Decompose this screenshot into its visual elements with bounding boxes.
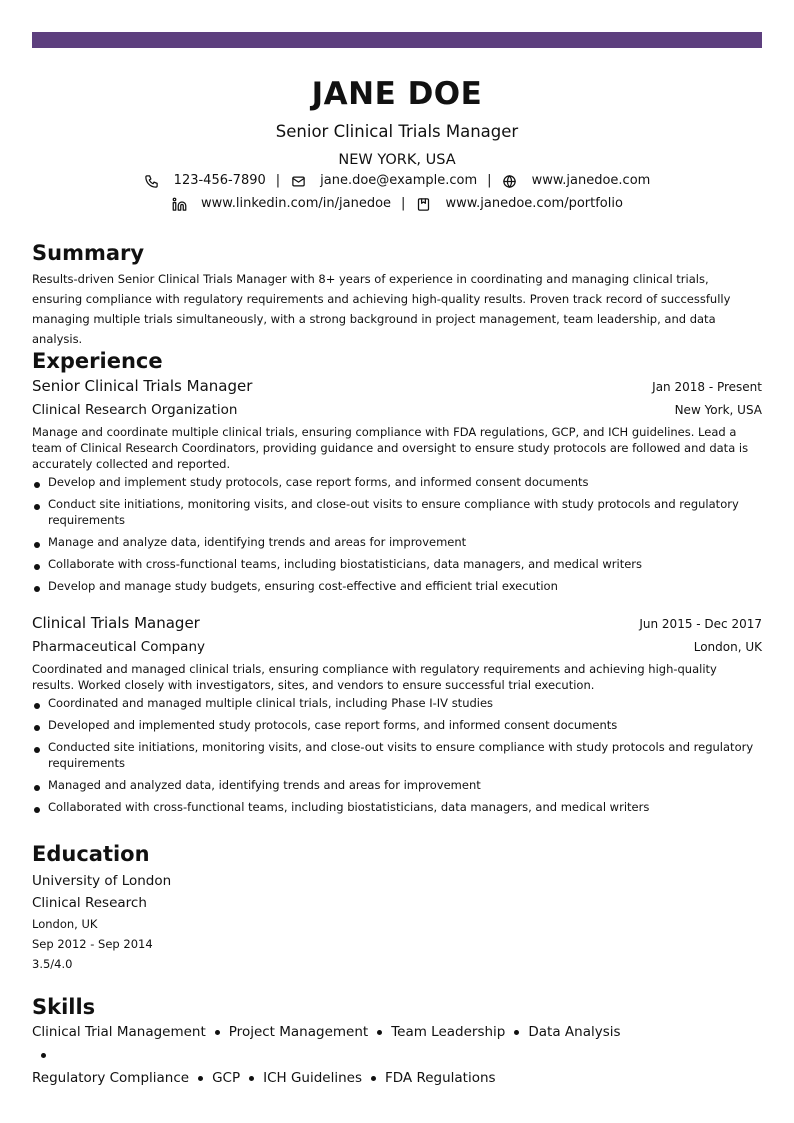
phone-icon xyxy=(144,173,160,189)
candidate-name: JANE DOE xyxy=(311,76,483,112)
contact-row-2 xyxy=(32,193,762,215)
list-item: Develop and implement study protocols, case report forms, and informed consent documents xyxy=(32,474,762,490)
job-dates: Jun 2015 - Dec 2017 xyxy=(639,617,762,631)
candidate-title: Senior Clinical Trials Manager xyxy=(275,122,519,141)
list-item: Collaborated with cross-functional teams, including biostatisticians, data managers, and medical writers xyxy=(32,799,762,815)
list-item: Develop and manage study budgets, ensuring cost-effective and efficient trial execution xyxy=(32,578,762,594)
website-link[interactable]: www.janedoe.com xyxy=(531,173,651,188)
list-item: Collaborate with cross-functional teams, including biostatisticians, data managers, and medical writers xyxy=(32,556,762,572)
job-location: London, UK xyxy=(693,640,762,654)
job-bullets xyxy=(32,474,762,594)
education-heading: Education xyxy=(32,842,150,866)
bullet-separator xyxy=(215,1030,220,1035)
education-entry xyxy=(32,870,762,974)
contact-separator: | xyxy=(487,173,492,188)
job-location: New York, USA xyxy=(674,403,762,417)
experience-heading: Experience xyxy=(32,349,163,373)
phone-number[interactable]: 123-456-7890 xyxy=(173,173,266,188)
bullet-separator xyxy=(41,1053,46,1058)
linkedin-icon xyxy=(171,196,187,212)
accent-bar xyxy=(32,32,762,48)
skills-heading: Skills xyxy=(32,995,96,1019)
list-item: Conducted site initiations, monitoring visits, and close-out visits to ensure compliance with study protocols and regulatory requirements xyxy=(32,739,762,771)
contact-separator: | xyxy=(401,196,406,211)
education-dates: Sep 2012 - Sep 2014 xyxy=(32,937,153,951)
summary-text: Results-driven Senior Clinical Trials Manager with 8+ years of experience in coordinating and managing clinical trials, ensuring compliance with regulatory requirements and achieving high-quality results. Proven track record of successfully managing multiple trials simultaneously, with a strong background in project management, team leadership, and data analysis. xyxy=(32,272,731,346)
globe-icon xyxy=(502,173,518,189)
skill-item: Regulatory Compliance xyxy=(32,1070,190,1086)
list-item: Managed and analyzed data, identifying trends and areas for improvement xyxy=(32,777,762,793)
education-field: Clinical Research xyxy=(32,895,147,911)
portfolio-link[interactable]: www.janedoe.com/portfolio xyxy=(445,196,623,211)
summary-heading: Summary xyxy=(32,241,145,265)
bullet-separator xyxy=(371,1076,376,1081)
job-entry xyxy=(32,374,762,600)
job-dates: Jan 2018 - Present xyxy=(652,380,762,394)
education-location: London, UK xyxy=(32,917,98,931)
job-company: Pharmaceutical Company xyxy=(32,639,205,655)
job-entry xyxy=(32,611,762,821)
bullet-separator xyxy=(514,1030,519,1035)
list-item: Manage and analyze data, identifying trends and areas for improvement xyxy=(32,534,762,550)
job-company: Clinical Research Organization xyxy=(32,402,238,418)
skill-item: Data Analysis xyxy=(528,1024,621,1040)
job-bullets xyxy=(32,695,762,815)
email-link[interactable]: jane.doe@example.com xyxy=(320,173,478,188)
education-school: University of London xyxy=(32,873,172,889)
contact-separator: | xyxy=(275,173,281,188)
bullet-separator xyxy=(377,1030,382,1035)
resume-header xyxy=(32,76,762,215)
bullet-separator xyxy=(249,1076,254,1081)
skill-item: Clinical Trial Management xyxy=(32,1024,206,1040)
job-title: Clinical Trials Manager xyxy=(32,614,200,632)
skill-item: ICH Guidelines xyxy=(263,1070,362,1086)
candidate-location: NEW YORK, USA xyxy=(338,152,456,168)
job-description: Manage and coordinate multiple clinical trials, ensuring compliance with FDA regulations, GCP, and ICH guidelines. Lead a team of Clinical Research Coordinators, providing guidance and oversight to ensure study protocols are followed and data is accurately collected and reported. xyxy=(32,425,749,471)
education-gpa: 3.5/4.0 xyxy=(32,957,73,971)
skill-item: FDA Regulations xyxy=(385,1070,496,1086)
list-item: Developed and implemented study protocols, case report forms, and informed consent documents xyxy=(32,717,762,733)
portfolio-icon xyxy=(415,196,431,212)
list-item: Conduct site initiations, monitoring visits, and close-out visits to ensure compliance with study protocols and regulatory requirements xyxy=(32,496,762,528)
skill-item: Project Management xyxy=(228,1024,369,1040)
job-description: Coordinated and managed clinical trials, ensuring compliance with regulatory requirements and achieving high-quality results. Worked closely with investigators, sites, and vendors to ensure successful trial execution. xyxy=(32,662,717,692)
contact-row-1 xyxy=(32,170,762,192)
linkedin-link[interactable]: www.linkedin.com/in/janedoe xyxy=(201,196,392,211)
skill-item: Team Leadership xyxy=(391,1024,506,1040)
skill-item: GCP xyxy=(212,1070,241,1086)
mail-icon xyxy=(290,173,306,189)
skills-list xyxy=(32,1021,632,1090)
job-title: Senior Clinical Trials Manager xyxy=(32,377,253,395)
list-item: Coordinated and managed multiple clinical trials, including Phase I-IV studies xyxy=(32,695,762,711)
bullet-separator xyxy=(198,1076,203,1081)
